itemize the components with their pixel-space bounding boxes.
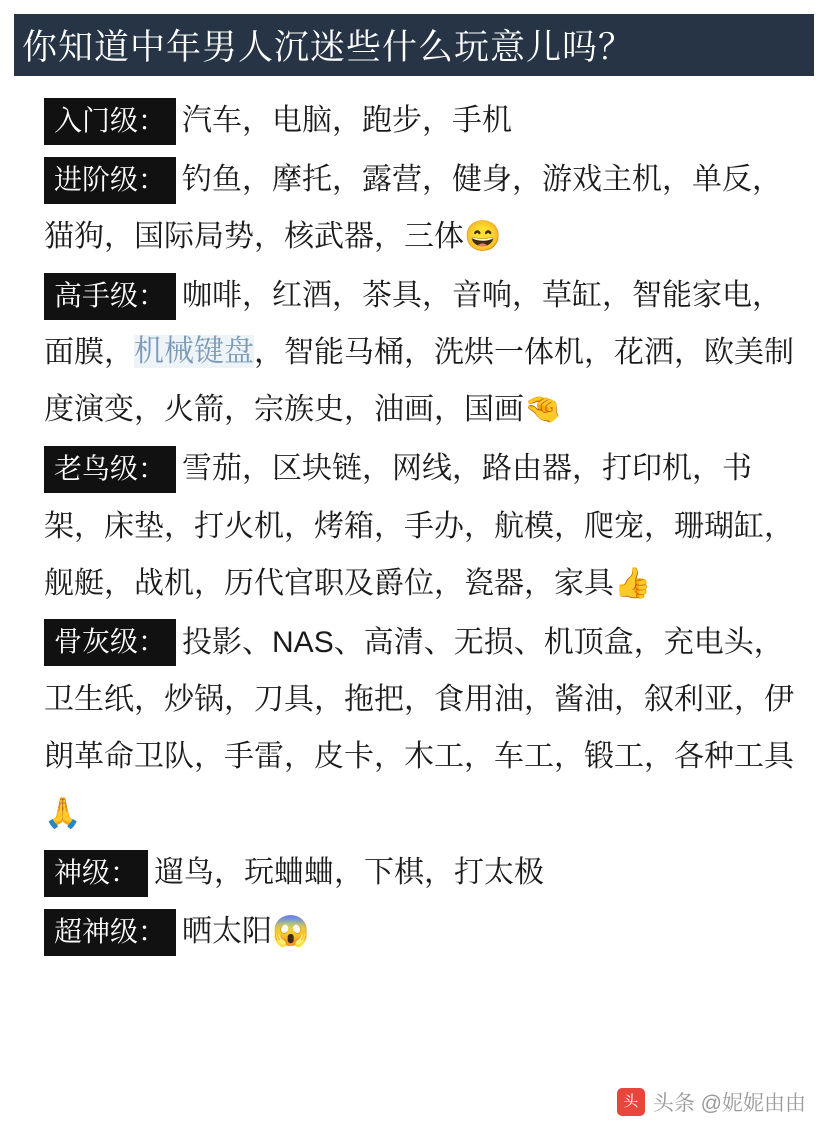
level-items-advanced: 钓鱼，摩托，露营，健身，游戏主机，单反，猫狗，国际局势，核武器，三体 (44, 163, 783, 254)
thumbs-up-emoji: 👍 (614, 566, 652, 600)
level-items-veteran: 雪茄，区块链，网线，路由器，打印机，书架，床垫，打火机，烤箱，手办，航模，爬宠，珊瑚缸，舰艇，战机，历代官职及爵位，瓷器，家具 (44, 452, 794, 600)
level-entry-god (44, 844, 810, 901)
level-tag-supergod: 超神级： (44, 909, 176, 956)
level-entry-expert (44, 267, 810, 438)
folded-hands-emoji: 🙏 (44, 797, 82, 831)
level-items-expert-before: 咖啡，红酒，茶具，音响，草缸，智能家电，面膜， (44, 279, 783, 370)
page-root (0, 14, 828, 1138)
toutiao-logo-icon: 头条 (617, 1088, 645, 1116)
level-tag-veteran: 老鸟级： (44, 446, 176, 493)
level-entry-entry (44, 92, 810, 149)
level-items-supergod: 晒太阳 (182, 915, 273, 949)
level-items-entry: 汽车，电脑，跑步，手机 (182, 104, 513, 138)
level-items-hardcore: 投影、NAS、高清、无损、机顶盒，充电头，卫生纸，炒锅，刀具，拖把，食用油，酱油，叙利亚，伊朗革命卫队，手雷，皮卡，木工，车工，锻工，各种工具 (44, 625, 794, 773)
level-tag-hardcore: 骨灰级： (44, 619, 176, 666)
page-title-bar (14, 14, 814, 76)
footer-author-text: 头条 @妮妮由由 (652, 1092, 806, 1115)
pinching-hand-emoji: 🤏 (524, 393, 562, 427)
level-list (14, 76, 814, 960)
grinning-face-emoji: 😄 (464, 220, 502, 254)
page-title: 你知道中年男人沉迷些什么玩意儿吗？ (22, 28, 635, 67)
level-items-god: 遛鸟，玩蛐蛐，下棋，打太极 (154, 856, 545, 890)
footer-watermark (617, 1087, 806, 1138)
level-entry-advanced (44, 151, 810, 265)
level-items-expert-highlight[interactable]: 机械键盘 (134, 335, 254, 369)
level-tag-entry: 入门级： (44, 98, 176, 145)
screaming-face-emoji: 😱 (272, 915, 310, 949)
level-entry-supergod (44, 903, 810, 960)
level-items-expert-after: ，智能马桶，洗烘一体机，花洒，欧美制度演变，火箭，宗族史，油画，国画 (44, 336, 794, 427)
level-entry-hardcore (44, 614, 810, 842)
level-tag-advanced: 进阶级： (44, 157, 176, 204)
level-tag-god: 神级： (44, 850, 148, 897)
level-entry-veteran (44, 440, 810, 611)
level-tag-expert: 高手级： (44, 273, 176, 320)
